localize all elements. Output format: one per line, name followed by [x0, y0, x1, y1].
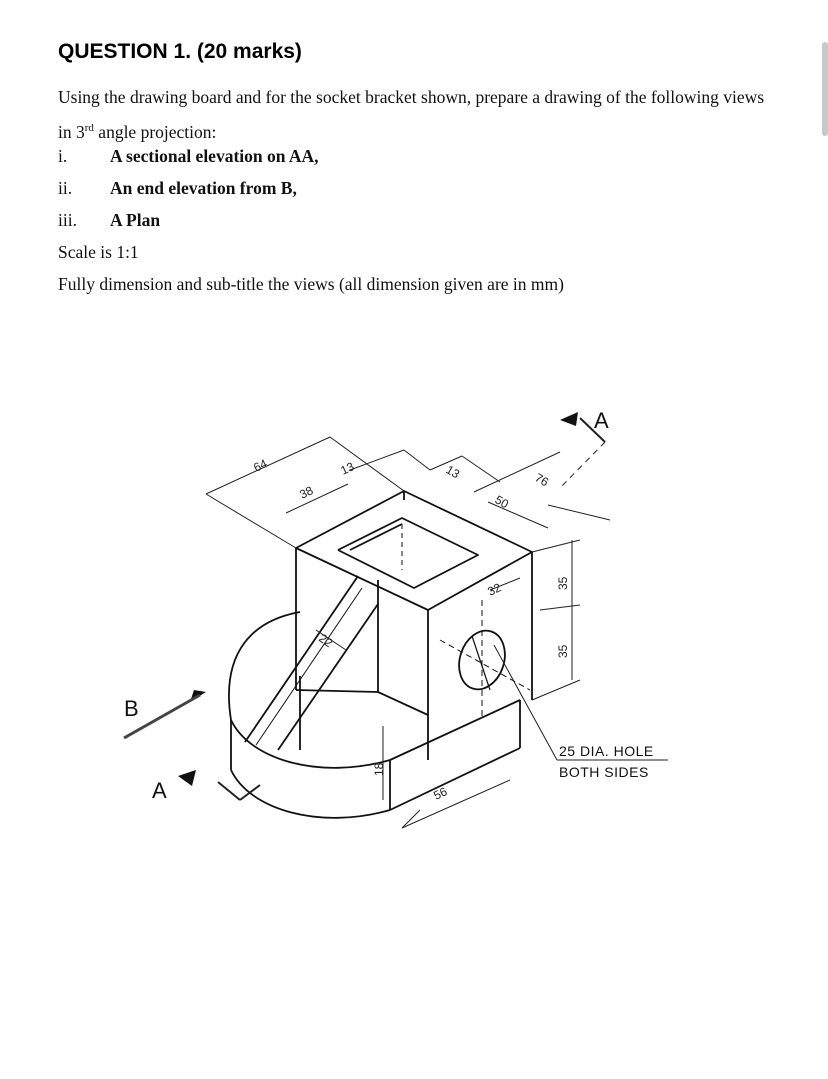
- item-1-number: i.: [58, 146, 68, 166]
- item-3-text: A Plan: [110, 210, 161, 230]
- section-label-a-bottom: A: [152, 778, 167, 803]
- dim-38: 38: [297, 483, 316, 502]
- item-1-text: A sectional elevation on AA,: [110, 146, 319, 166]
- dim-35-lower: 35: [556, 644, 570, 658]
- scale-text: Scale is 1:1: [58, 242, 139, 262]
- hole-note-line-2: BOTH SIDES: [559, 764, 649, 780]
- section-label-a-top: A: [594, 408, 609, 433]
- intro-text-2: angle projection:: [93, 121, 217, 142]
- hole-note-line-1: 25 DIA. HOLE: [559, 743, 654, 759]
- question-title: QUESTION 1. (20 marks): [58, 40, 302, 63]
- dim-22: 22: [316, 630, 336, 651]
- view-label-b: B: [124, 696, 139, 721]
- item-2-text: An end elevation from B,: [110, 178, 297, 198]
- dim-56: 56: [431, 784, 450, 803]
- item-2-number: ii.: [58, 178, 73, 198]
- dim-32: 32: [485, 580, 504, 599]
- dim-64: 64: [251, 456, 270, 475]
- dim-13-top-left: 13: [338, 459, 357, 478]
- dim-13-top-right: 13: [443, 462, 463, 482]
- dim-50: 50: [492, 492, 512, 512]
- dim-35-upper: 35: [556, 576, 570, 590]
- dim-76: 76: [532, 470, 552, 490]
- intro-text-1: Using the drawing board and for the socket bracket shown, prepare a drawing of the following views in 3: [58, 87, 765, 142]
- instruction-text: Fully dimension and sub-title the views (all dimension given are in mm): [58, 274, 564, 294]
- item-3-number: iii.: [58, 210, 77, 230]
- dim-18: 18: [372, 762, 386, 776]
- intro-superscript: rd: [84, 122, 94, 134]
